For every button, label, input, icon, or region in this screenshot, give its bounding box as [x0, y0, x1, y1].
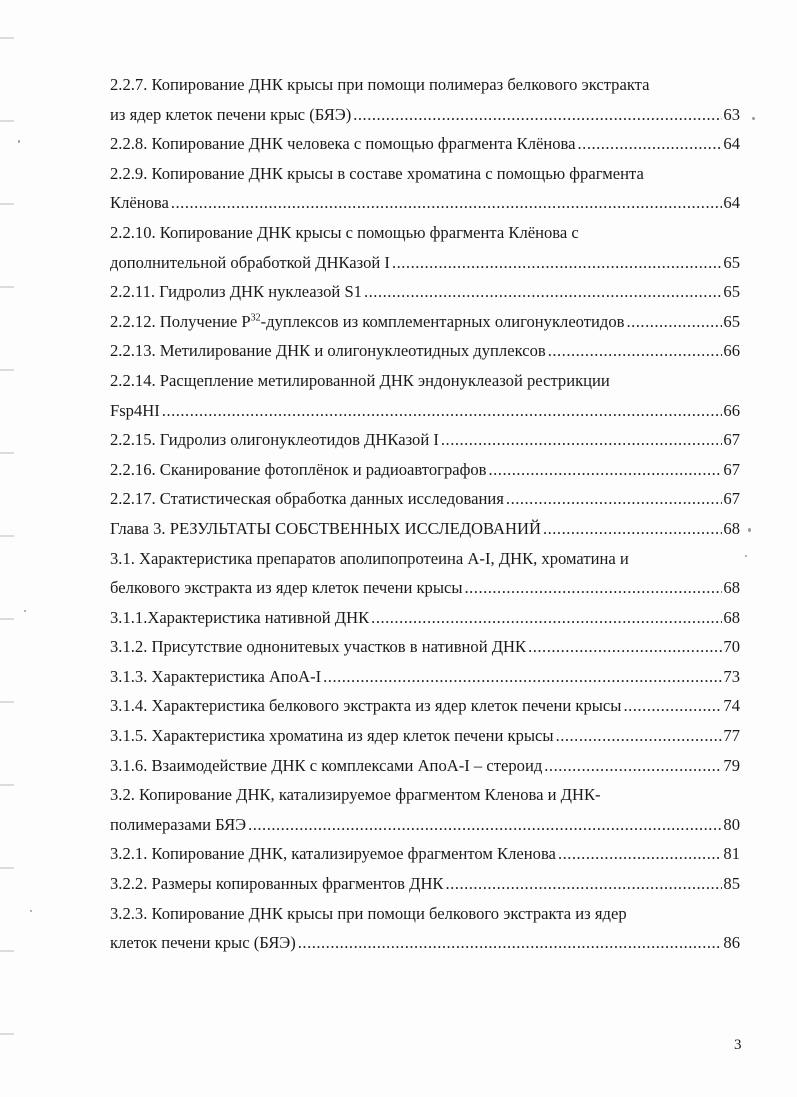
toc-line [110, 484, 740, 514]
toc-line [110, 899, 740, 929]
toc-page-number: 81 [722, 839, 740, 869]
toc-entry-text: 2.2.16. Сканирование фотоплёнок и радиоавтографов [110, 455, 489, 485]
toc-line [110, 662, 740, 692]
toc-line [110, 100, 740, 130]
toc-page-number: 73 [722, 662, 740, 692]
toc-page-number: 65 [722, 307, 740, 337]
toc-page-number: 64 [722, 188, 740, 218]
toc-leader-dots [506, 484, 722, 514]
toc-line [110, 277, 740, 307]
toc-line [110, 573, 740, 603]
toc-entry-text: Fsp4HI [110, 396, 162, 426]
toc-entry-text: 2.2.13. Метилирование ДНК и олигонуклеотидных дуплексов [110, 336, 548, 366]
toc-line [110, 632, 740, 662]
toc-page-number: 70 [722, 632, 740, 662]
toc-leader-dots [556, 721, 723, 751]
toc-chapter-heading: Глава 3. РЕЗУЛЬТАТЫ СОБСТВЕННЫХ ИССЛЕДОВАНИЙ [110, 514, 543, 544]
scan-speck [30, 910, 32, 912]
toc-leader-dots [528, 632, 722, 662]
toc-page-number: 66 [722, 396, 740, 426]
toc-line [110, 425, 740, 455]
toc-entry-text-part: 2.2.12. Получение Р [110, 311, 251, 331]
toc-entry-text: 2.2.17. Статистическая обработка данных исследования [110, 484, 506, 514]
toc-entry-text: 2.2.11. Гидролиз ДНК нуклеазой S1 [110, 277, 364, 307]
toc-line [110, 336, 740, 366]
toc-entry-text: 2.2.8. Копирование ДНК человека с помощью фрагмента Клёнова [110, 129, 578, 159]
toc-line [110, 691, 740, 721]
toc-leader-dots [248, 810, 722, 840]
toc-leader-dots [548, 336, 723, 366]
toc-entry-text: 3.1.1.Характеристика нативной ДНК [110, 603, 371, 633]
toc-page-number: 86 [722, 928, 740, 958]
toc-line [110, 751, 740, 781]
toc-entry-text: из ядер клеток печени крыс (БЯЭ) [110, 100, 353, 130]
table-of-contents [110, 70, 740, 958]
toc-leader-dots [543, 514, 722, 544]
scan-speck [745, 555, 747, 557]
scan-edge-noise [0, 0, 14, 1097]
toc-entry-text: 2.2.15. Гидролиз олигонуклеотидов ДНКазой I [110, 425, 441, 455]
toc-entry-text: 3.2.3. Копирование ДНК крысы при помощи белкового экстракта из ядер [110, 899, 629, 929]
toc-entry-text: 3.2.1. Копирование ДНК, катализируемое фрагментом Кленова [110, 839, 558, 869]
toc-line [110, 544, 740, 574]
toc-leader-dots [441, 425, 723, 455]
toc-page-number: 80 [722, 810, 740, 840]
toc-leader-dots [465, 573, 723, 603]
toc-line [110, 839, 740, 869]
toc-entry-text: 2.2.10. Копирование ДНК крысы с помощью фрагмента Клёнова с [110, 218, 581, 248]
toc-entry-text: 3.1.2. Присутствие однонитевых участков в нативной ДНК [110, 632, 528, 662]
toc-entry-text: дополнительной обработкой ДНКазой I [110, 248, 392, 278]
toc-entry-text: 3.1.3. Характеристика АпоА-I [110, 662, 323, 692]
toc-line [110, 188, 740, 218]
toc-page-number: 67 [722, 484, 740, 514]
toc-page-number: 68 [722, 603, 740, 633]
isotope-superscript: 32 [250, 312, 261, 324]
toc-line [110, 780, 740, 810]
toc-line [110, 70, 740, 100]
toc-line [110, 721, 740, 751]
toc-line [110, 307, 740, 337]
toc-line [110, 159, 740, 189]
page-number: 3 [734, 1037, 742, 1053]
toc-entry-text: клеток печени крыс (БЯЭ) [110, 928, 298, 958]
toc-line [110, 928, 740, 958]
toc-leader-dots [446, 869, 723, 899]
toc-page-number: 77 [722, 721, 740, 751]
scan-speck [752, 117, 755, 120]
toc-page-number: 79 [722, 751, 740, 781]
toc-page-number: 85 [722, 869, 740, 899]
toc-line [110, 366, 740, 396]
toc-page-number: 68 [722, 573, 740, 603]
toc-page-number: 63 [722, 100, 740, 130]
scan-speck [24, 610, 26, 612]
toc-entry-text: 3.1.4. Характеристика белкового экстракта из ядер клеток печени крысы [110, 691, 623, 721]
toc-entry-text: 3.1.5. Характеристика хроматина из ядер клеток печени крысы [110, 721, 556, 751]
toc-entry-text-part: -дуплексов из комплементарных олигонуклеотидов [260, 311, 625, 331]
toc-entry-text: 3.2. Копирование ДНК, катализируемое фрагментом Кленова и ДНК- [110, 780, 603, 810]
scan-speck [18, 140, 20, 143]
toc-leader-dots [578, 129, 723, 159]
toc-leader-dots [353, 100, 722, 130]
toc-page-number: 66 [722, 336, 740, 366]
toc-leader-dots [558, 839, 722, 869]
toc-leader-dots [626, 307, 722, 337]
toc-entry-text: Клёнова [110, 188, 171, 218]
toc-page-number: 68 [722, 514, 740, 544]
toc-line [110, 248, 740, 278]
toc-leader-dots [364, 277, 722, 307]
scan-speck [748, 528, 751, 532]
toc-leader-dots [162, 396, 723, 426]
toc-page-number: 65 [722, 248, 740, 278]
toc-entry-text: белкового экстракта из ядер клеток печени крысы [110, 573, 465, 603]
toc-line [110, 810, 740, 840]
toc-page-number: 64 [722, 129, 740, 159]
toc-leader-dots [171, 188, 723, 218]
toc-leader-dots [298, 928, 723, 958]
toc-line [110, 514, 740, 544]
toc-leader-dots [392, 248, 722, 278]
toc-page-number: 67 [722, 425, 740, 455]
toc-entry-text: полимеразами БЯЭ [110, 810, 248, 840]
toc-line [110, 603, 740, 633]
toc-leader-dots [623, 691, 722, 721]
toc-entry-text: 2.2.14. Расщепление метилированной ДНК эндонуклеазой рестрикции [110, 366, 612, 396]
toc-leader-dots [544, 751, 722, 781]
toc-leader-dots [489, 455, 723, 485]
toc-page-number: 67 [722, 455, 740, 485]
toc-page-number: 65 [722, 277, 740, 307]
toc-page-number: 74 [722, 691, 740, 721]
toc-line [110, 396, 740, 426]
toc-entry-text: 2.2.9. Копирование ДНК крысы в составе хроматина с помощью фрагмента [110, 159, 646, 189]
toc-entry-text: 3.1. Характеристика препаратов аполипопротеина А-I, ДНК, хроматина и [110, 544, 631, 574]
toc-entry-text: 3.1.6. Взаимодействие ДНК с комплексами АпоА-I – стероид [110, 751, 544, 781]
toc-entry-text: 3.2.2. Размеры копированных фрагментов ДНК [110, 869, 446, 899]
toc-leader-dots [371, 603, 722, 633]
toc-line [110, 218, 740, 248]
toc-line [110, 869, 740, 899]
toc-line [110, 129, 740, 159]
toc-leader-dots [323, 662, 722, 692]
toc-entry-text [110, 307, 626, 337]
toc-line [110, 455, 740, 485]
toc-entry-text: 2.2.7. Копирование ДНК крысы при помощи полимераз белкового экстракта [110, 70, 652, 100]
